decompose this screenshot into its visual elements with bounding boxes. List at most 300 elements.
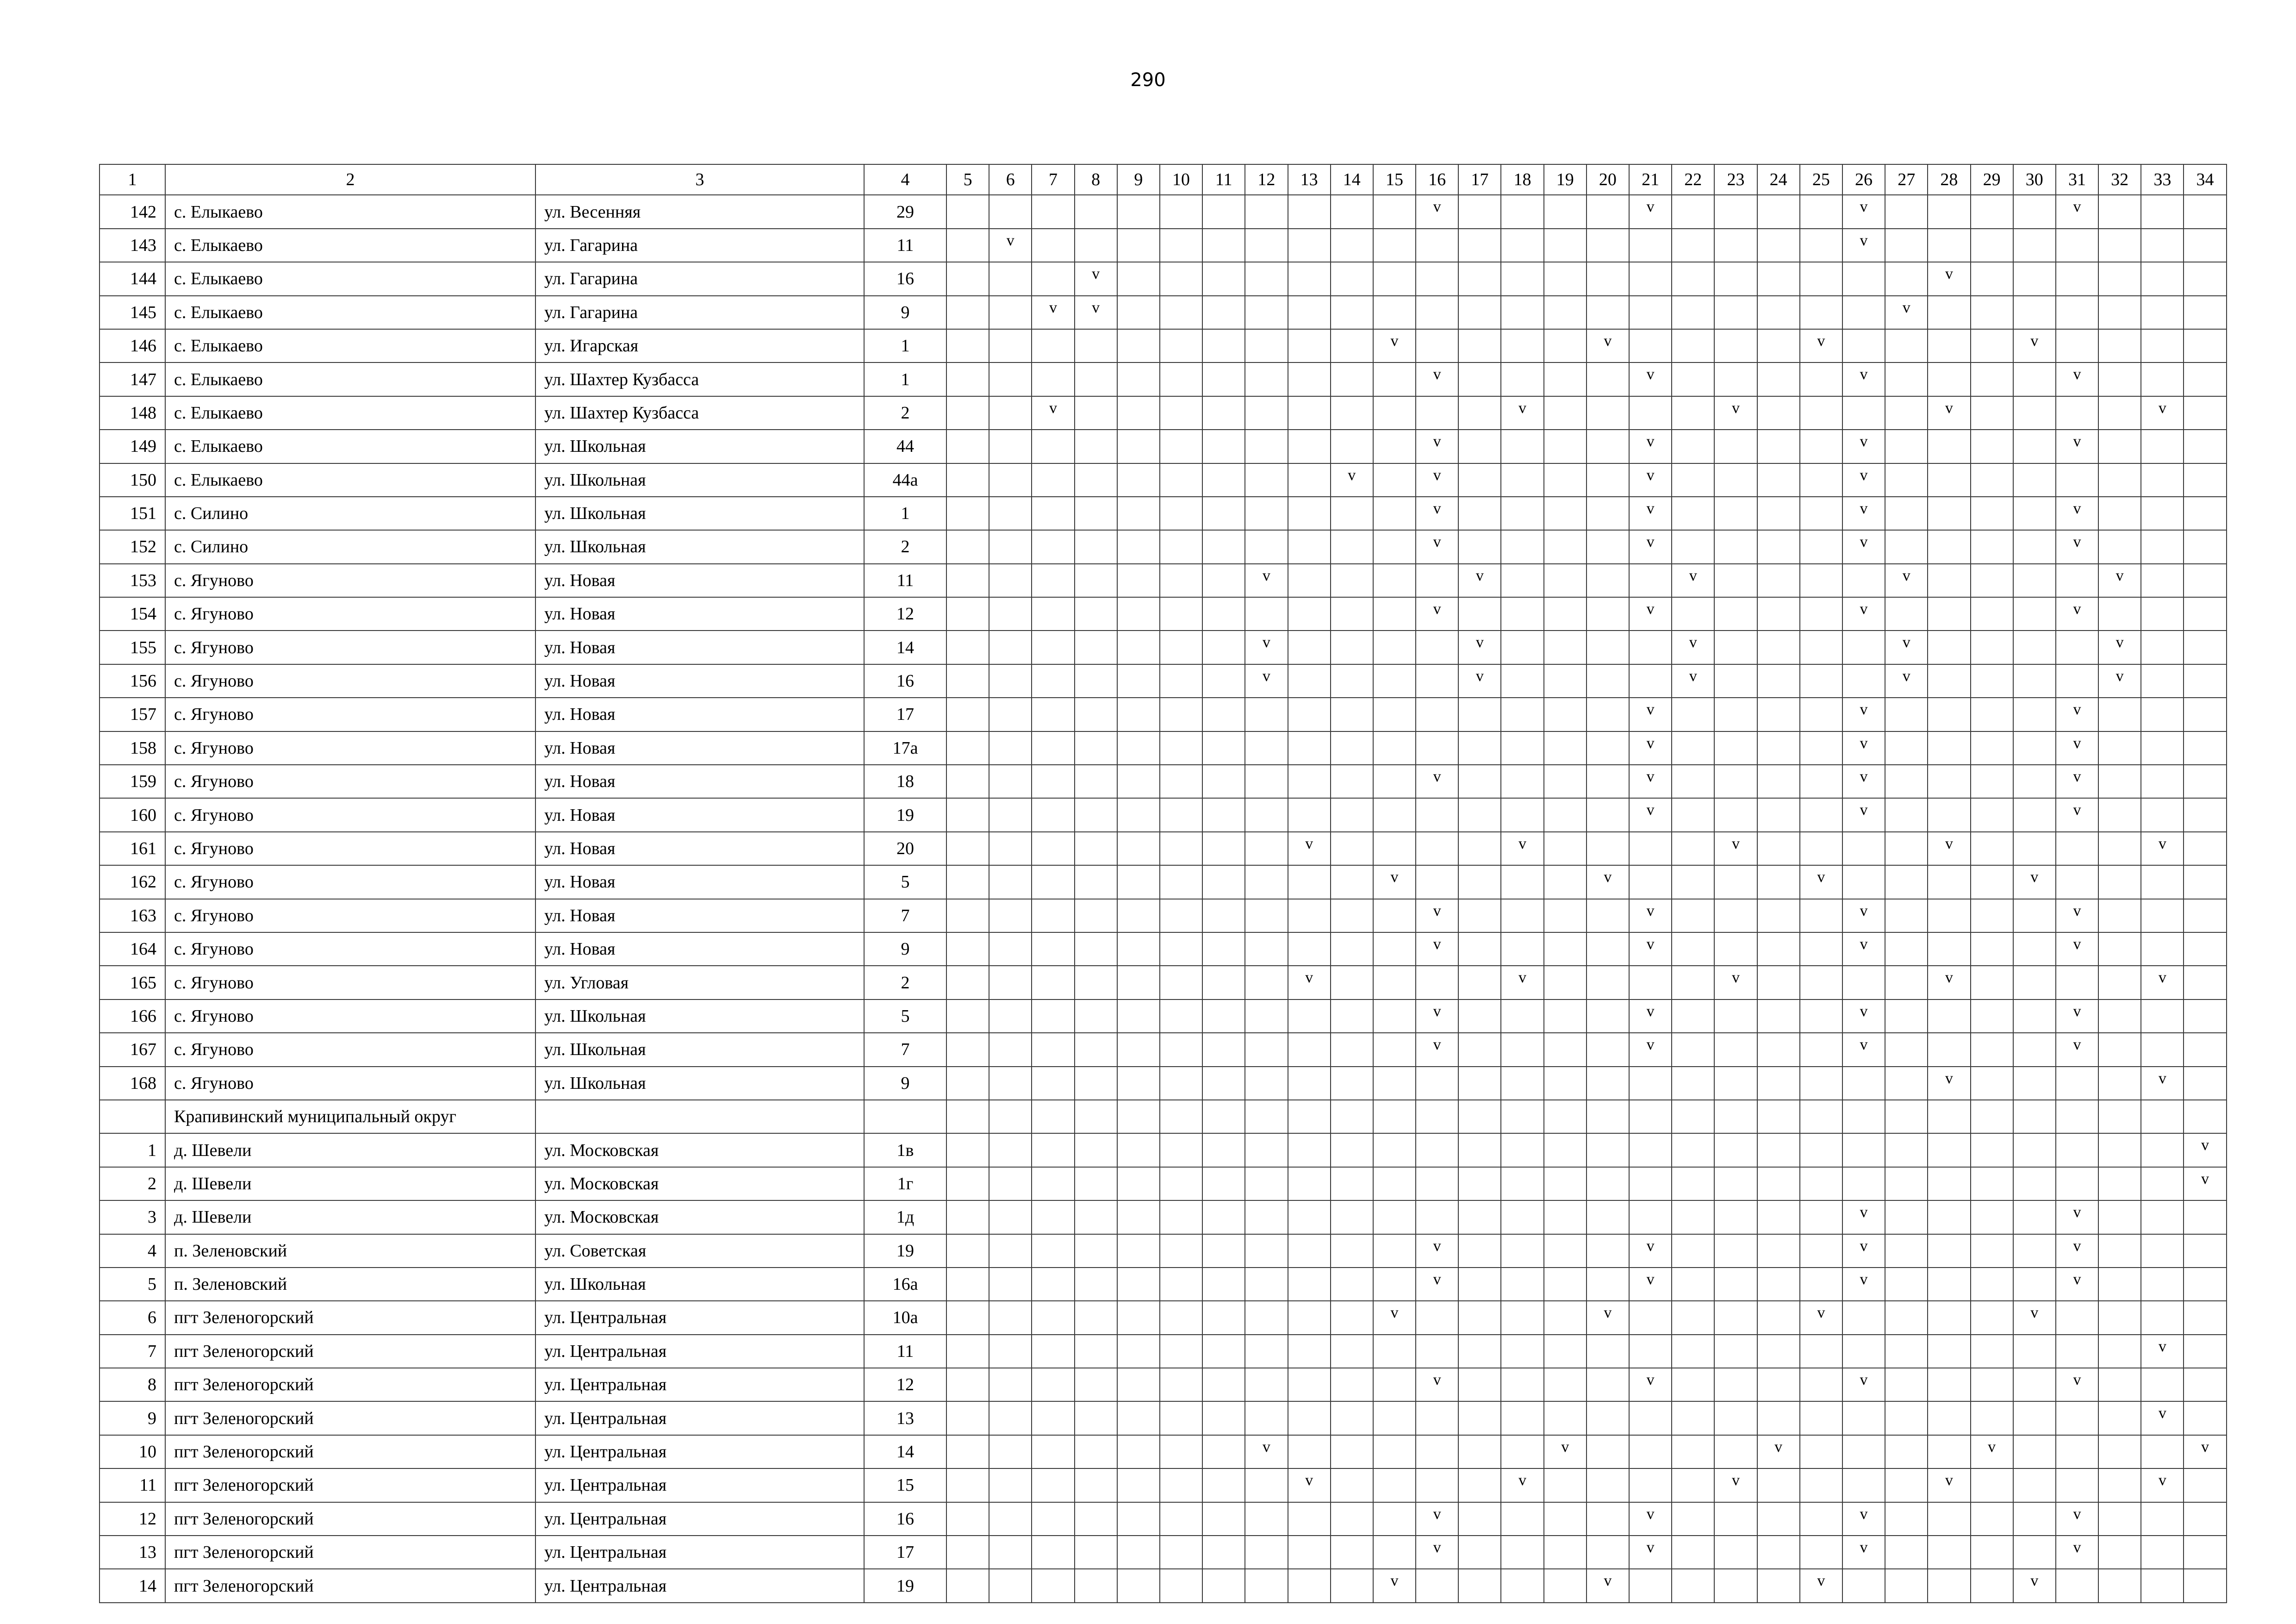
empty-cell: [1245, 195, 1288, 228]
street-cell: ул. Новая: [535, 631, 864, 664]
check-mark: v: [1672, 664, 1714, 698]
empty-cell: [1544, 631, 1587, 664]
empty-cell: [2098, 765, 2141, 798]
empty-cell: [946, 999, 989, 1033]
empty-cell: [1757, 1569, 1800, 1602]
row-number: 156: [100, 664, 165, 698]
check-mark: v: [1629, 798, 1672, 831]
empty-cell: [1160, 597, 1202, 631]
empty-cell: [1800, 564, 1842, 597]
empty-cell: [2141, 1100, 2184, 1133]
row-number: [100, 1100, 165, 1133]
empty-cell: [1331, 396, 1373, 430]
table-row: [100, 195, 2227, 228]
check-mark: v: [2141, 1067, 2184, 1100]
empty-cell: [1075, 1301, 1117, 1334]
empty-cell: [1672, 1100, 1714, 1133]
empty-cell: [1032, 1268, 1074, 1301]
empty-cell: [1757, 1268, 1800, 1301]
empty-cell: [1501, 262, 1543, 295]
empty-cell: [989, 798, 1032, 831]
empty-cell: [1458, 262, 1501, 295]
header-cell-25: 25: [1800, 164, 1842, 195]
empty-cell: [1587, 564, 1629, 597]
empty-cell: [1672, 1033, 1714, 1066]
row-number: 9: [100, 1401, 165, 1435]
empty-cell: [1160, 530, 1202, 563]
empty-cell: [1544, 396, 1587, 430]
empty-cell: [1544, 1167, 1587, 1200]
empty-cell: [989, 1033, 1032, 1066]
empty-cell: [2184, 1536, 2226, 1569]
table-row: [100, 1502, 2227, 1536]
check-mark: v: [1842, 1536, 1885, 1569]
empty-cell: [946, 1234, 989, 1268]
empty-cell: [1501, 1368, 1543, 1401]
empty-cell: [1757, 865, 1800, 899]
empty-cell: [1587, 932, 1629, 966]
empty-cell: [989, 1067, 1032, 1100]
row-number: 10: [100, 1435, 165, 1468]
empty-cell: [1458, 362, 1501, 396]
street-cell: ул. Шахтер Кузбасса: [535, 362, 864, 396]
empty-cell: [1288, 1100, 1331, 1133]
empty-cell: [2141, 631, 2184, 664]
check-mark: v: [1928, 1468, 1970, 1502]
check-mark: v: [1416, 497, 1458, 530]
check-mark: v: [1928, 966, 1970, 999]
empty-cell: [2141, 362, 2184, 396]
empty-cell: [1800, 1100, 1842, 1133]
empty-cell: [1928, 597, 1970, 631]
empty-cell: [1544, 765, 1587, 798]
empty-cell: [1373, 1100, 1416, 1133]
street-cell: [535, 1100, 864, 1133]
empty-cell: [1288, 296, 1331, 329]
empty-cell: [1202, 497, 1245, 530]
house-number-cell: 1: [864, 329, 946, 362]
empty-cell: [1458, 195, 1501, 228]
empty-cell: [1160, 899, 1202, 932]
empty-cell: [1757, 1502, 1800, 1536]
empty-cell: [1331, 1234, 1373, 1268]
empty-cell: [1928, 765, 1970, 798]
empty-cell: [1971, 731, 2013, 765]
empty-cell: [1245, 966, 1288, 999]
check-mark: v: [1501, 966, 1543, 999]
row-number: 11: [100, 1468, 165, 1502]
empty-cell: [1160, 497, 1202, 530]
empty-cell: [1331, 229, 1373, 262]
street-cell: ул. Московская: [535, 1200, 864, 1234]
empty-cell: [1587, 631, 1629, 664]
empty-cell: [1757, 463, 1800, 497]
empty-cell: [2141, 296, 2184, 329]
empty-cell: [1202, 1234, 1245, 1268]
check-mark: v: [1629, 999, 1672, 1033]
empty-cell: [1117, 1234, 1160, 1268]
check-mark: v: [1842, 430, 1885, 463]
empty-cell: [1075, 1468, 1117, 1502]
check-mark: v: [1842, 1234, 1885, 1268]
empty-cell: [1458, 1401, 1501, 1435]
empty-cell: [1331, 1268, 1373, 1301]
empty-cell: [2013, 999, 2056, 1033]
empty-cell: [1331, 731, 1373, 765]
empty-cell: [1544, 798, 1587, 831]
empty-cell: [1800, 899, 1842, 932]
empty-cell: [1458, 1468, 1501, 1502]
empty-cell: [2056, 262, 2098, 295]
empty-cell: [1885, 798, 1928, 831]
settlement-cell: с. Елыкаево: [165, 329, 535, 362]
empty-cell: [1373, 798, 1416, 831]
empty-cell: [1629, 865, 1672, 899]
empty-cell: [1117, 631, 1160, 664]
empty-cell: [1928, 631, 1970, 664]
empty-cell: [1629, 664, 1672, 698]
empty-cell: [1842, 1167, 1885, 1200]
empty-cell: [1885, 1167, 1928, 1200]
check-mark: v: [2056, 798, 2098, 831]
empty-cell: [2098, 497, 2141, 530]
empty-cell: [1501, 865, 1543, 899]
empty-cell: [2098, 1335, 2141, 1368]
table-row: [100, 296, 2227, 329]
empty-cell: [1245, 1234, 1288, 1268]
empty-cell: [1458, 1200, 1501, 1234]
settlement-cell: с. Ягуново: [165, 1033, 535, 1066]
check-mark: v: [2141, 1468, 2184, 1502]
table-row: [100, 765, 2227, 798]
empty-cell: [1202, 1536, 1245, 1569]
empty-cell: [1587, 1133, 1629, 1167]
empty-cell: [1373, 1033, 1416, 1066]
street-cell: ул. Центральная: [535, 1435, 864, 1468]
empty-cell: [1202, 430, 1245, 463]
empty-cell: [1842, 396, 1885, 430]
empty-cell: [1373, 1335, 1416, 1368]
empty-cell: [1757, 631, 1800, 664]
empty-cell: [1373, 832, 1416, 865]
header-cell-5: 5: [946, 164, 989, 195]
empty-cell: [1032, 865, 1074, 899]
empty-cell: [989, 296, 1032, 329]
empty-cell: [1672, 1133, 1714, 1167]
header-cell-13: 13: [1288, 164, 1331, 195]
empty-cell: [1928, 865, 1970, 899]
empty-cell: [1672, 195, 1714, 228]
empty-cell: [946, 497, 989, 530]
empty-cell: [1458, 329, 1501, 362]
empty-cell: [1672, 999, 1714, 1033]
empty-cell: [1160, 1468, 1202, 1502]
empty-cell: [2056, 229, 2098, 262]
empty-cell: [1672, 765, 1714, 798]
empty-cell: [1245, 1468, 1288, 1502]
table-row: [100, 1435, 2227, 1468]
empty-cell: [2056, 1468, 2098, 1502]
empty-cell: [1416, 1100, 1458, 1133]
check-mark: v: [2056, 932, 2098, 966]
empty-cell: [1672, 1234, 1714, 1268]
empty-cell: [1331, 597, 1373, 631]
settlement-cell: с. Елыкаево: [165, 262, 535, 295]
empty-cell: [2184, 1033, 2226, 1066]
empty-cell: [1245, 1335, 1288, 1368]
settlement-cell: с. Елыкаево: [165, 362, 535, 396]
empty-cell: [1331, 296, 1373, 329]
empty-cell: [946, 932, 989, 966]
empty-cell: [1117, 1401, 1160, 1435]
empty-cell: [1458, 899, 1501, 932]
empty-cell: [1757, 1301, 1800, 1334]
row-number: 157: [100, 698, 165, 731]
empty-cell: [1075, 463, 1117, 497]
empty-cell: [1714, 899, 1757, 932]
check-mark: v: [1672, 564, 1714, 597]
empty-cell: [1928, 1301, 1970, 1334]
empty-cell: [1672, 1200, 1714, 1234]
empty-cell: [989, 1401, 1032, 1435]
empty-cell: [1885, 1268, 1928, 1301]
empty-cell: [1032, 798, 1074, 831]
street-cell: ул. Школьная: [535, 1268, 864, 1301]
empty-cell: [1971, 1536, 2013, 1569]
empty-cell: [2013, 1435, 2056, 1468]
empty-cell: [1458, 1536, 1501, 1569]
empty-cell: [1117, 999, 1160, 1033]
settlement-cell: с. Елыкаево: [165, 396, 535, 430]
table-row: [100, 1133, 2227, 1167]
empty-cell: [946, 262, 989, 295]
empty-cell: [1245, 1569, 1288, 1602]
check-mark: v: [1587, 865, 1629, 899]
house-number-cell: 17а: [864, 731, 946, 765]
house-number-cell: 1д: [864, 1200, 946, 1234]
empty-cell: [989, 1167, 1032, 1200]
table-row: [100, 229, 2227, 262]
empty-cell: [1885, 229, 1928, 262]
empty-cell: [1885, 698, 1928, 731]
empty-cell: [1458, 1569, 1501, 1602]
empty-cell: [1757, 966, 1800, 999]
empty-cell: [946, 296, 989, 329]
empty-cell: [1971, 631, 2013, 664]
empty-cell: [2013, 899, 2056, 932]
empty-cell: [2013, 430, 2056, 463]
empty-cell: [1629, 1200, 1672, 1234]
check-mark: v: [1842, 530, 1885, 563]
empty-cell: [1971, 664, 2013, 698]
empty-cell: [1629, 262, 1672, 295]
street-cell: ул. Новая: [535, 899, 864, 932]
empty-cell: [1714, 1368, 1757, 1401]
empty-cell: [2098, 1100, 2141, 1133]
empty-cell: [2056, 564, 2098, 597]
empty-cell: [1075, 329, 1117, 362]
check-mark: v: [1416, 1502, 1458, 1536]
empty-cell: [1629, 229, 1672, 262]
empty-cell: [989, 932, 1032, 966]
check-mark: v: [1885, 564, 1928, 597]
empty-cell: [1245, 1301, 1288, 1334]
empty-cell: [1971, 1502, 2013, 1536]
check-mark: v: [1373, 865, 1416, 899]
empty-cell: [946, 329, 989, 362]
settlement-cell: пгт Зеленогорский: [165, 1536, 535, 1569]
house-number-cell: 16: [864, 262, 946, 295]
data-table: [99, 164, 2227, 1603]
empty-cell: [2141, 329, 2184, 362]
row-number: 3: [100, 1200, 165, 1234]
empty-cell: [1971, 1167, 2013, 1200]
house-number-cell: 14: [864, 1435, 946, 1468]
row-number: 160: [100, 798, 165, 831]
table-row: [100, 999, 2227, 1033]
empty-cell: [1885, 1401, 1928, 1435]
empty-cell: [2098, 999, 2141, 1033]
empty-cell: [1672, 497, 1714, 530]
empty-cell: [1331, 765, 1373, 798]
empty-cell: [1501, 731, 1543, 765]
empty-cell: [1501, 1200, 1543, 1234]
empty-cell: [1373, 430, 1416, 463]
table-row: [100, 1301, 2227, 1334]
empty-cell: [1800, 765, 1842, 798]
header-cell-21: 21: [1629, 164, 1672, 195]
empty-cell: [1672, 1468, 1714, 1502]
empty-cell: [1160, 229, 1202, 262]
table-row: [100, 832, 2227, 865]
empty-cell: [1117, 262, 1160, 295]
empty-cell: [1331, 1569, 1373, 1602]
empty-cell: [1032, 932, 1074, 966]
table-row: [100, 597, 2227, 631]
empty-cell: [1928, 1100, 1970, 1133]
empty-cell: [2098, 1200, 2141, 1234]
house-number-cell: 19: [864, 1569, 946, 1602]
empty-cell: [2141, 195, 2184, 228]
check-mark: v: [1629, 530, 1672, 563]
empty-cell: [1714, 698, 1757, 731]
empty-cell: [1075, 497, 1117, 530]
empty-cell: [1245, 1167, 1288, 1200]
empty-cell: [1245, 1067, 1288, 1100]
empty-cell: [1032, 195, 1074, 228]
empty-cell: [1501, 1435, 1543, 1468]
empty-cell: [2141, 1133, 2184, 1167]
check-mark: v: [2098, 664, 2141, 698]
empty-cell: [1714, 1268, 1757, 1301]
empty-cell: [1075, 765, 1117, 798]
empty-cell: [1757, 798, 1800, 831]
check-mark: v: [1245, 1435, 1288, 1468]
empty-cell: [2141, 597, 2184, 631]
empty-cell: [1458, 999, 1501, 1033]
empty-cell: [1928, 362, 1970, 396]
empty-cell: [1629, 1401, 1672, 1435]
empty-cell: [1117, 731, 1160, 765]
empty-cell: [1885, 899, 1928, 932]
settlement-cell: д. Шевели: [165, 1133, 535, 1167]
empty-cell: [1885, 1335, 1928, 1368]
empty-cell: [1885, 966, 1928, 999]
empty-cell: [1288, 999, 1331, 1033]
empty-cell: [2056, 1435, 2098, 1468]
check-mark: v: [1842, 899, 1885, 932]
empty-cell: [1757, 1200, 1800, 1234]
empty-cell: [1032, 430, 1074, 463]
empty-cell: [1714, 865, 1757, 899]
empty-cell: [1714, 1100, 1757, 1133]
empty-cell: [1971, 1100, 2013, 1133]
empty-cell: [946, 664, 989, 698]
table-row: [100, 530, 2227, 563]
empty-cell: [1245, 832, 1288, 865]
empty-cell: [1458, 1033, 1501, 1066]
empty-cell: [1928, 195, 1970, 228]
empty-cell: [1288, 1502, 1331, 1536]
empty-cell: [989, 832, 1032, 865]
check-mark: v: [1842, 731, 1885, 765]
empty-cell: [1544, 1569, 1587, 1602]
empty-cell: [1202, 1401, 1245, 1435]
empty-cell: [1288, 899, 1331, 932]
empty-cell: [1714, 1536, 1757, 1569]
empty-cell: [1331, 631, 1373, 664]
empty-cell: [1160, 262, 1202, 295]
empty-cell: [1075, 396, 1117, 430]
empty-cell: [1160, 1301, 1202, 1334]
house-number-cell: 18: [864, 765, 946, 798]
empty-cell: [1331, 1301, 1373, 1334]
check-mark: v: [1373, 1569, 1416, 1602]
empty-cell: [1587, 229, 1629, 262]
street-cell: ул. Новая: [535, 698, 864, 731]
empty-cell: [1245, 899, 1288, 932]
empty-cell: [1800, 1335, 1842, 1368]
empty-cell: [1117, 530, 1160, 563]
empty-cell: [989, 731, 1032, 765]
empty-cell: [946, 832, 989, 865]
empty-cell: [1714, 1301, 1757, 1334]
empty-cell: [2013, 1335, 2056, 1368]
empty-cell: [946, 530, 989, 563]
row-number: 14: [100, 1569, 165, 1602]
empty-cell: [1928, 731, 1970, 765]
check-mark: v: [2141, 966, 2184, 999]
empty-cell: [1373, 1502, 1416, 1536]
empty-cell: [1714, 1401, 1757, 1435]
empty-cell: [1160, 1502, 1202, 1536]
empty-cell: [1587, 1200, 1629, 1234]
empty-cell: [1587, 698, 1629, 731]
empty-cell: [1458, 430, 1501, 463]
row-number: 165: [100, 966, 165, 999]
empty-cell: [2013, 1200, 2056, 1234]
empty-cell: [1373, 463, 1416, 497]
settlement-cell: с. Ягуново: [165, 798, 535, 831]
empty-cell: [989, 1368, 1032, 1401]
empty-cell: [1202, 1502, 1245, 1536]
empty-cell: [1800, 597, 1842, 631]
empty-cell: [989, 698, 1032, 731]
empty-cell: [1544, 1200, 1587, 1234]
empty-cell: [1245, 1100, 1288, 1133]
empty-cell: [1117, 1200, 1160, 1234]
empty-cell: [1971, 765, 2013, 798]
